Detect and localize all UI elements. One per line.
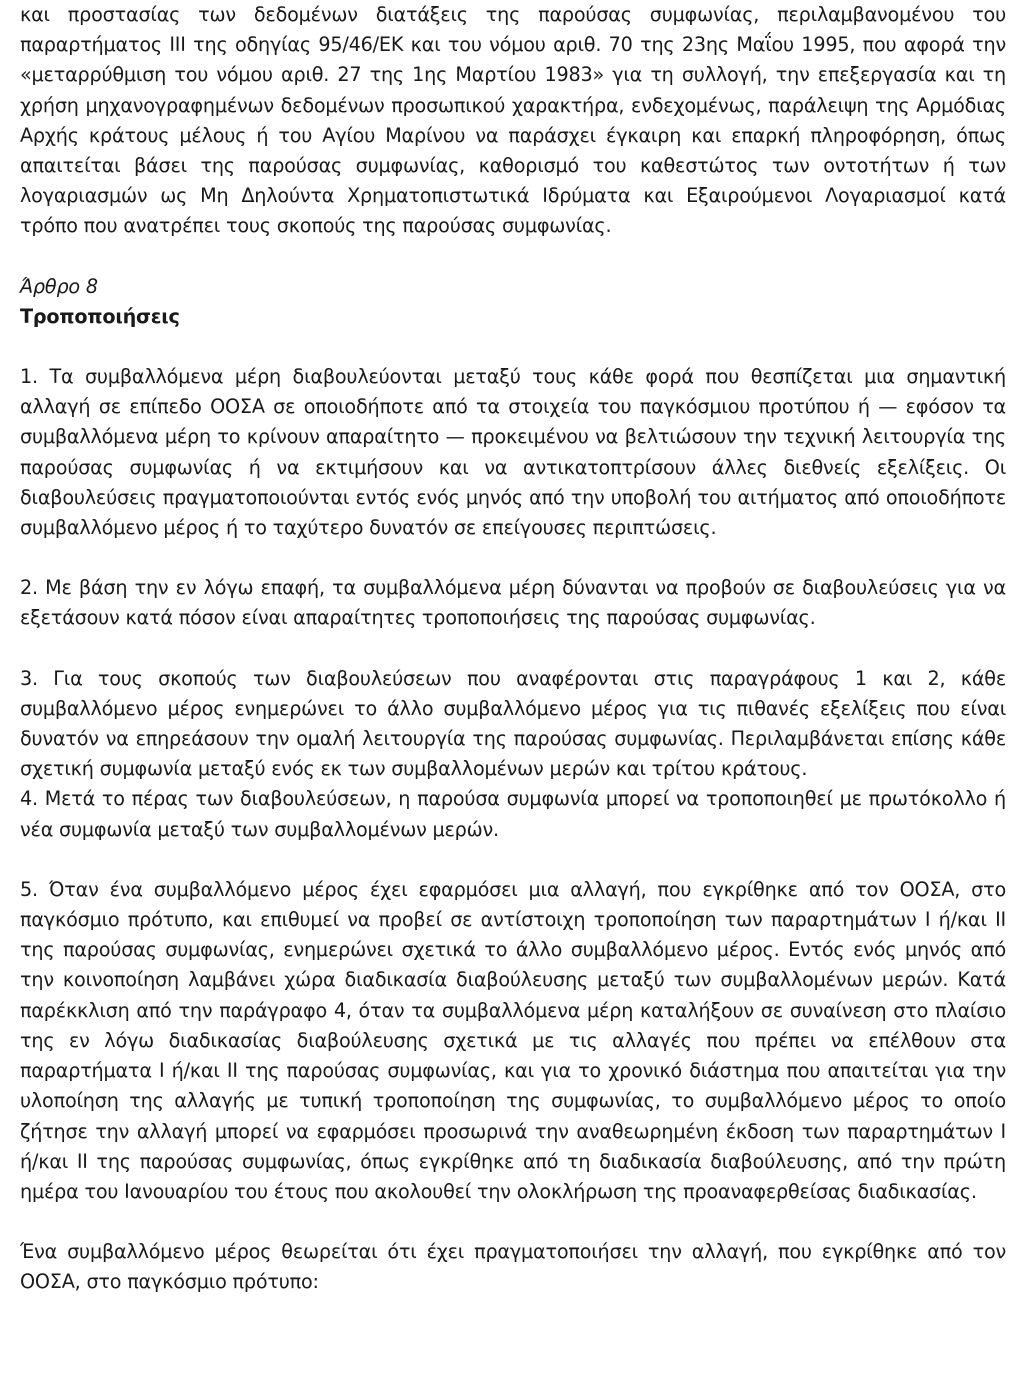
- spacer: [20, 1207, 1006, 1237]
- spacer: [20, 242, 1006, 272]
- spacer: [20, 332, 1006, 362]
- spacer: [20, 634, 1006, 664]
- paragraph-5: 5. Όταν ένα συμβαλλόμενο μέρος έχει εφαρμόσει μια αλλαγή, που εγκρίθηκε από τον ΟΟΣΑ, στο παγκόσμιο πρότυπο, και επιθυμεί να προβεί σε αντίστοιχη τροποποίηση των παραρτημάτων Ι ή/και ΙΙ της παρούσας συμφωνίας, ενημερώνει σχετικά το άλλο συμβαλλόμενο μέρος. Εντός ενός μηνός από την κοινοποίηση λαμβάνει χώρα διαδικασία διαβούλευσης μεταξύ των συμβαλλομένων μερών. Κατά παρέκκλιση από την παράγραφο 4, όταν τα συμβαλλόμενα μέρη καταλήξουν σε συναίνεση στο πλαίσιο της εν λόγω διαδικασίας διαβούλευσης σχετικά με τις αλλαγές που πρέπει να επέλθουν στα παραρτήματα Ι ή/και ΙΙ της παρούσας συμφωνίας, και για το χρονικό διάστημα που απαιτείται για την υλοποίηση της αλλαγής με τυπική τροποποίηση της συμφωνίας, το συμβαλλόμενο μέρος το οποίο ζήτησε την αλλαγή μπορεί να εφαρμόσει προσωρινά την αναθεωρημένη έκδοση των παραρτημάτων Ι ή/και ΙΙ της παρούσας συμφωνίας, όπως εγκρίθηκε από τη διαδικασία διαβούλευσης, από την πρώτη ημέρα του Ιανουαρίου του έτους που ακολουθεί την ολοκλήρωση της προαναφερθείσας διαδικασίας.: [20, 877, 1006, 1203]
- spacer: [20, 845, 1006, 875]
- paragraph-2: 2. Με βάση την εν λόγω επαφή, τα συμβαλλόμενα μέρη δύνανται να προβούν σε διαβουλεύσεις για να εξετάσουν κατά πόσον είναι απαραίτητες τροποποιήσεις της παρούσας συμφωνίας.: [20, 576, 1006, 630]
- paragraph-closing: Ένα συμβαλλόμενο μέρος θεωρείται ότι έχει πραγματοποιήσει την αλλαγή, που εγκρίθηκε από τον ΟΟΣΑ, στο παγκόσμιο πρότυπο:: [20, 1240, 1006, 1294]
- intro-paragraph: και προστασίας των δεδομένων διατάξεις της παρούσας συμφωνίας, περιλαμβανομένου του παραρτήματος ΙΙΙ της οδηγίας 95/46/ΕΚ και του νόμου αριθ. 70 της 23ης Μαΐου 1995, που αφορά την «μεταρρύθμιση του νόμου αριθ. 27 της 1ης Μαρτίου 1983» για τη συλλογή, την επεξεργασία και τη χρήση μηχανογραφημένων δεδομένων προσωπικού χαρακτήρα, ενδεχομένως, παράλειψη της Αρμόδιας Αρχής κράτους μέλους ή του Αγίου Μαρίνου να παράσχει έγκαιρη και επαρκή πληροφόρηση, όπως απαιτείται βάσει της παρούσας συμφωνίας, καθορισμό του καθεστώτος των οντοτήτων ή των λογαριασμών ως Μη Δηλούντα Χρηματοπιστωτικά Ιδρύματα και Εξαιρούμενοι Λογαριασμοί κατά τρόπο που ανατρέπει τους σκοπούς της παρούσας συμφωνίας.: [20, 3, 1006, 238]
- article-label: Άρθρο 8: [20, 274, 98, 298]
- paragraph-1: 1. Τα συμβαλλόμενα μέρη διαβουλεύονται μεταξύ τους κάθε φορά που θεσπίζεται μια σημαντική αλλαγή σε επίπεδο ΟΟΣΑ σε οποιοδήποτε από τα στοιχεία του παγκόσμιου προτύπου ή — εφόσον τα συμβαλλόμενα μέρη το κρίνουν απαραίτητο — προκειμένου να βελτιώσουν την τεχνική λειτουργία της παρούσας συμφωνίας ή να εκτιμήσουν και να αντικατοπτρίσουν άλλες διεθνείς εξελίξεις. Οι διαβουλεύσεις πραγματοποιούνται εντός ενός μηνός από την υποβολή του αιτήματος από οποιοδήποτε συμβαλλόμενο μέρος ή το ταχύτερο δυνατόν σε επείγουσες περιπτώσεις.: [20, 365, 1006, 540]
- document-page: [20, 0, 1006, 1298]
- paragraph-4: 4. Μετά το πέρας των διαβουλεύσεων, η παρούσα συμφωνία μπορεί να τροποποιηθεί με πρωτόκολλο ή νέα συμφωνία μεταξύ των συμβαλλομένων μερών.: [20, 787, 1006, 841]
- article-title: Τροποποιήσεις: [20, 304, 180, 328]
- paragraph-3: 3. Για τους σκοπούς των διαβουλεύσεων που αναφέρονται στις παραγράφους 1 και 2, κάθε συμβαλλόμενο μέρος ενημερώνει το άλλο συμβαλλόμενο μέρος για τις πιθανές εξελίξεις που είναι δυνατόν να επηρεάσουν την ομαλή λειτουργία της παρούσας συμφωνίας. Περιλαμβάνεται επίσης κάθε σχετική συμφωνία μεταξύ ενός εκ των συμβαλλομένων μερών και τρίτου κράτους.: [20, 666, 1006, 781]
- spacer: [20, 543, 1006, 573]
